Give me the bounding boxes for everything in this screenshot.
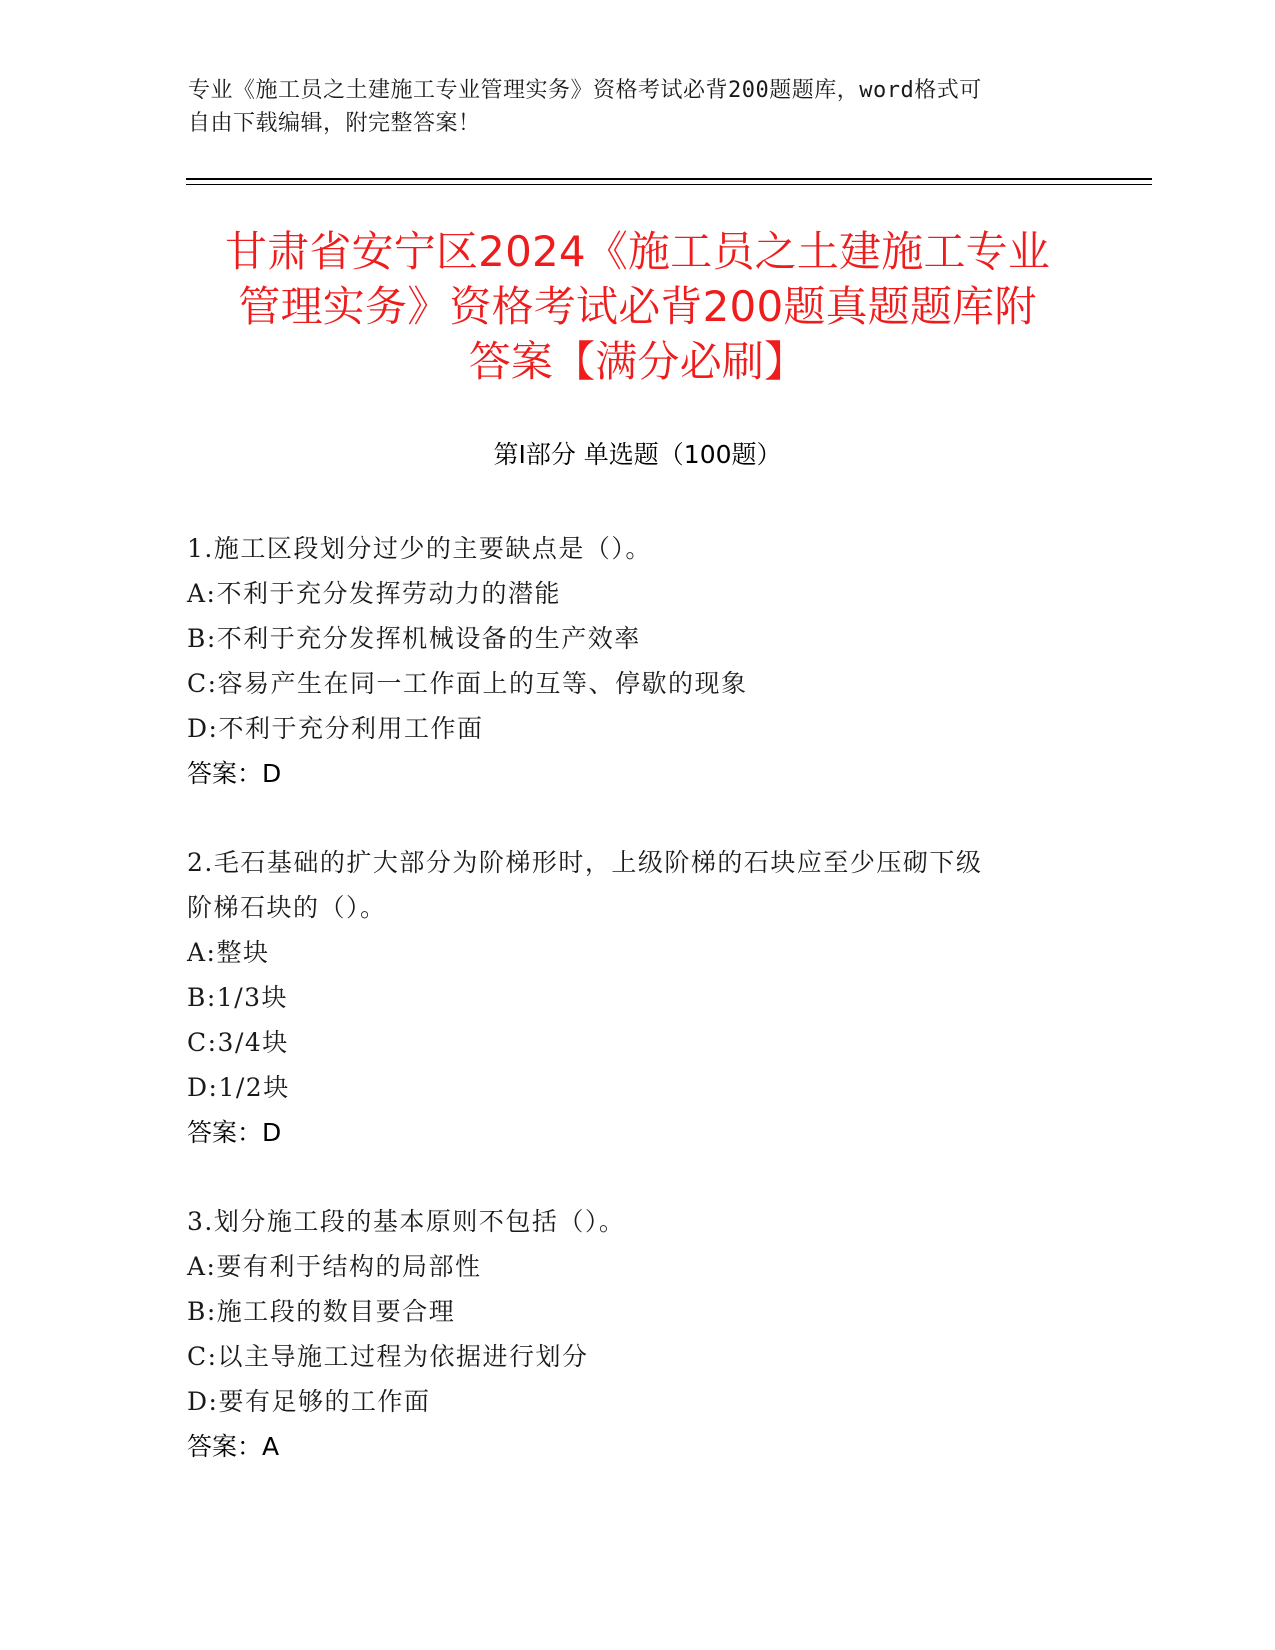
option-c: C:3/4块 <box>187 1028 289 1057</box>
option-c: C:容易产生在同一工作面上的互等、停歇的现象 <box>187 669 748 698</box>
question-stem-continued: 阶梯石块的（）。 <box>187 893 387 922</box>
option-b: B:不利于充分发挥机械设备的生产效率 <box>187 624 641 653</box>
option-d: D:要有足够的工作面 <box>187 1387 431 1416</box>
option-a: A:要有利于结构的局部性 <box>187 1252 482 1281</box>
header-divider-thin <box>186 184 1152 185</box>
question-1 <box>187 526 1087 796</box>
answer: 答案：A <box>187 1432 280 1461</box>
option-c: C:以主导施工过程为依据进行划分 <box>187 1342 589 1371</box>
document-title <box>150 224 1125 389</box>
question-2 <box>187 840 1087 1155</box>
header-note <box>188 74 1068 140</box>
title-line2: 管理实务》资格考试必背200题真题题库附 <box>238 282 1037 331</box>
question-3 <box>187 1199 1087 1469</box>
question-stem: 1.施工区段划分过少的主要缺点是（）。 <box>187 534 652 563</box>
title-line3: 答案【满分必刷】 <box>468 337 807 386</box>
answer: 答案：D <box>187 1118 282 1147</box>
question-spacer <box>187 1155 1087 1199</box>
answer: 答案：D <box>187 759 282 788</box>
option-a: A:整块 <box>187 938 270 967</box>
section-heading: 第Ⅰ部分 单选题（100题） <box>493 440 782 469</box>
option-d: D:1/2块 <box>187 1073 290 1102</box>
header-divider-thick <box>186 178 1152 180</box>
question-spacer <box>187 796 1087 840</box>
option-b: B:1/3块 <box>187 983 289 1012</box>
question-stem: 3.划分施工段的基本原则不包括（）。 <box>187 1207 626 1236</box>
option-a: A:不利于充分发挥劳动力的潜能 <box>187 579 561 608</box>
question-stem: 2.毛石基础的扩大部分为阶梯形时，上级阶梯的石块应至少压砌下级 <box>187 848 983 877</box>
title-line1: 甘肃省安宁区2024《施工员之土建施工专业 <box>224 227 1051 276</box>
option-b: B:施工段的数目要合理 <box>187 1297 456 1326</box>
header-note-line2: 自由下载编辑，附完整答案！ <box>188 111 481 136</box>
header-note-line1: 专业《施工员之土建施工专业管理实务》资格考试必背200题题库，word格式可 <box>188 78 982 103</box>
option-d: D:不利于充分利用工作面 <box>187 714 484 743</box>
question-list <box>187 526 1087 1469</box>
